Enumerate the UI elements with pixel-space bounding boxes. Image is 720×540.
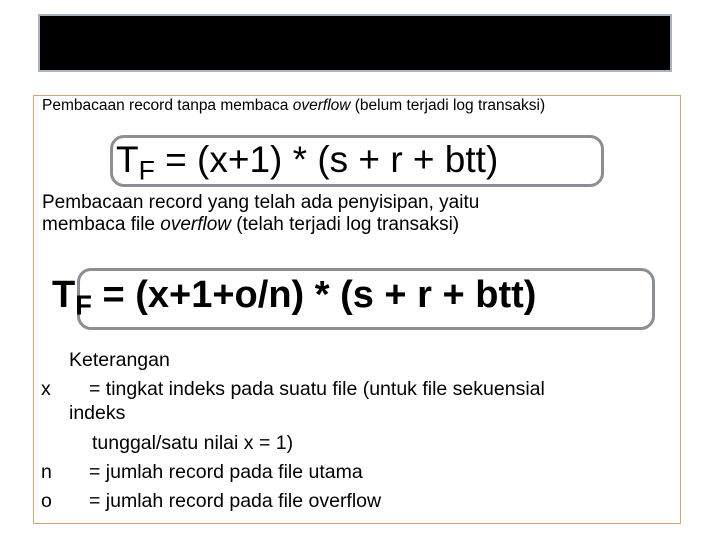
x-description-cont2: tunggal/satu nilai x = 1) [92, 432, 294, 454]
o-description: = jumlah record pada file overflow [89, 490, 382, 512]
formula-2: $T_F = (x+1+o/n) * (s + r + btt)$ [52, 274, 537, 321]
var-x: x [41, 378, 51, 400]
read-with-overflow-text: Pembacaan record yang telah ada penyisipan, yaitu membaca file overflow (telah terjadi log transaksi) [42, 192, 480, 235]
x-description-cont: indeks [69, 402, 126, 424]
var-n: n [41, 461, 52, 483]
read-without-overflow-text: Pembacaan record tanpa membaca overflow (belum terjadi log transaksi) [42, 97, 546, 114]
notes-heading: Keterangan [69, 349, 170, 371]
n-description: = jumlah record pada file utama [89, 461, 363, 483]
formula-1: $T_F = (x+1) * (s + r + btt)$ [116, 139, 499, 186]
overflow-term: overflow [292, 97, 351, 114]
x-description: = tingkat indeks pada suatu file (untuk file sekuensial [89, 378, 545, 400]
overflow-term: overflow [160, 214, 232, 235]
var-o: o [41, 490, 52, 512]
